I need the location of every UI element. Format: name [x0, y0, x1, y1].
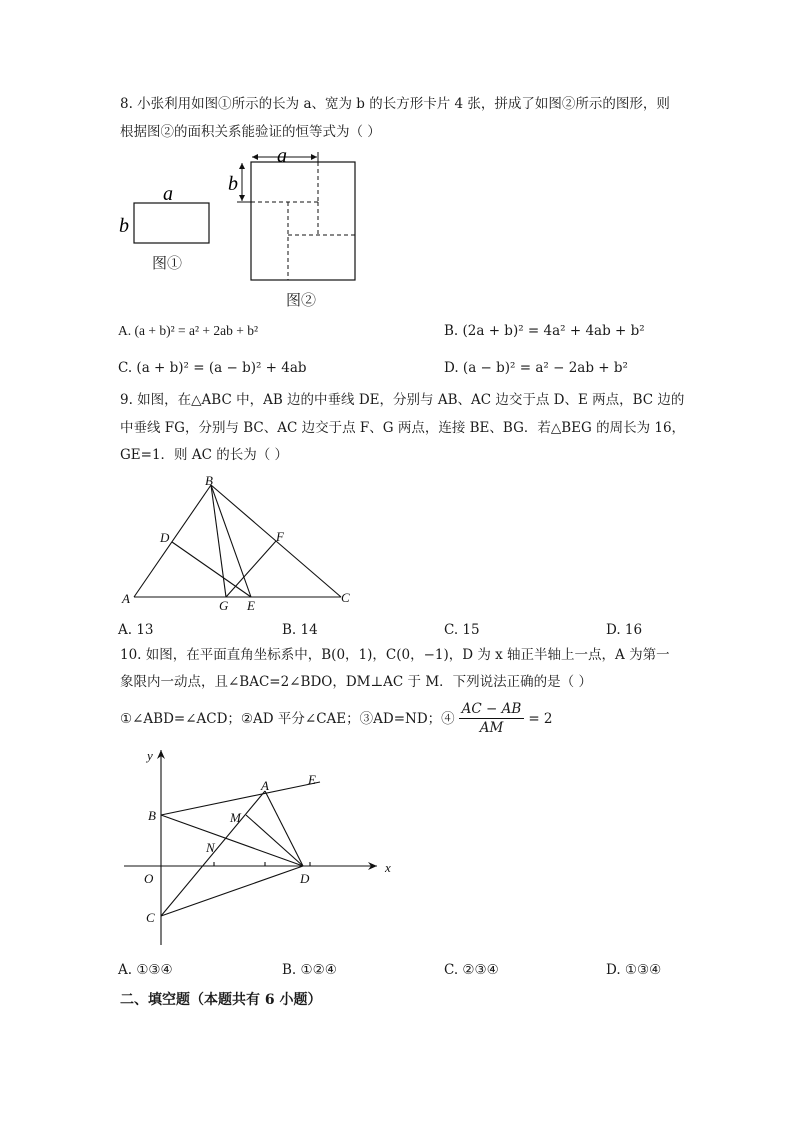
dim-b-arrow-top — [239, 163, 245, 169]
label-e: E — [308, 772, 316, 787]
label-m: M — [230, 810, 241, 825]
segment-bg — [211, 485, 226, 597]
q8-option-b[interactable]: B. (2a + b)² = 4a² + 4ab + b² — [444, 323, 645, 339]
q9-stem-line3: GE=1．则 AC 的长为（ ） — [120, 447, 288, 463]
q9-option-d[interactable]: D. 16 — [606, 622, 643, 638]
fig1-label-a: a — [163, 183, 173, 205]
outer-square — [251, 162, 355, 280]
segment-ab — [134, 485, 211, 597]
card-rectangle — [134, 203, 209, 243]
fig2-label-a: a — [277, 145, 287, 167]
q10-option-b[interactable]: B. ①②④ — [282, 962, 337, 978]
q8-fig1-caption: 图① — [152, 254, 183, 272]
label-a: A — [122, 591, 130, 606]
label-d: D — [300, 871, 310, 886]
q9-stem-line2: 中垂线 FG，分别与 BC、AC 边交于点 F、G 两点，连接 BE、BG．若△BEG 的周长为 16， — [120, 420, 686, 436]
q10-fraction-numerator: AC − AB — [459, 700, 525, 719]
card-dividers — [251, 162, 355, 280]
q10-coordinate-figure — [115, 742, 400, 952]
q10-option-a[interactable]: A. ①③④ — [118, 962, 173, 978]
q10-statements-text: ①∠ABD=∠ACD；②AD 平分∠CAE；③AD=ND；④ — [120, 710, 455, 727]
q10-statements — [120, 700, 553, 737]
q8-stem-line1: 8. 小张利用如图①所示的长为 a、宽为 b 的长方形卡片 4 张，拼成了如图②所示的图形，则 — [120, 96, 670, 112]
label-d: D — [160, 530, 170, 545]
q10-option-c[interactable]: C. ②③④ — [444, 962, 499, 978]
q10-fraction — [459, 700, 525, 737]
q9-option-c[interactable]: C. 15 — [444, 622, 480, 638]
dim-b-arrow-bottom — [239, 195, 245, 201]
label-c: C — [146, 910, 155, 925]
q8-fig2-caption: 图② — [286, 291, 317, 309]
label-e: E — [247, 598, 255, 613]
q10-fraction-denominator: AM — [479, 720, 504, 736]
q8-stem-line2: 根据图②的面积关系能验证的恒等式为（ ） — [120, 124, 381, 140]
q9-option-b[interactable]: B. 14 — [282, 622, 318, 638]
label-f: F — [276, 529, 284, 544]
q10-stem-line2: 象限内一动点，且∠BAC=2∠BDO，DM⊥AC 于 M．下列说法正确的是（ ） — [120, 674, 592, 690]
dim-a-arrow-right — [311, 154, 317, 160]
fig2-label-b: b — [228, 173, 238, 195]
q8-figure-2 — [225, 142, 365, 287]
fig1-label-b: b — [119, 215, 129, 237]
label-a: A — [261, 778, 269, 793]
label-b: B — [148, 808, 156, 823]
section-heading: 二、填空题（本题共有 6 小题） — [120, 992, 322, 1008]
q9-option-a[interactable]: A. 13 — [118, 622, 154, 638]
q8-option-d[interactable]: D. (a − b)² = a² − 2ab + b² — [444, 360, 628, 376]
label-x: x — [385, 860, 391, 875]
label-y: y — [147, 748, 153, 763]
q8-option-a[interactable]: A. (a + b)² = a² + 2ab + b² — [118, 323, 259, 338]
q10-option-d[interactable]: D. ①③④ — [606, 962, 662, 978]
label-g: G — [219, 598, 229, 613]
q9-triangle-figure — [115, 470, 365, 615]
segment-md — [246, 815, 303, 866]
label-o: O — [144, 871, 154, 886]
label-b: B — [205, 473, 213, 488]
dim-a-arrow-left — [252, 154, 258, 160]
q10-fraction-rhs: = 2 — [528, 710, 553, 727]
q9-stem-line1: 9. 如图，在△ABC 中，AB 边的中垂线 DE，分别与 AB、AC 边交于点 D、E 两点，BC 边的 — [120, 392, 685, 408]
q10-stem-line1: 10. 如图，在平面直角坐标系中，B(0，1)，C(0，−1)，D 为 x 轴正半轴上一点，A 为第一 — [120, 647, 670, 663]
label-c: C — [341, 590, 350, 605]
segment-de — [172, 542, 251, 597]
label-n: N — [206, 840, 215, 855]
q8-option-c[interactable]: C. (a + b)² = (a − b)² + 4ab — [118, 360, 307, 376]
